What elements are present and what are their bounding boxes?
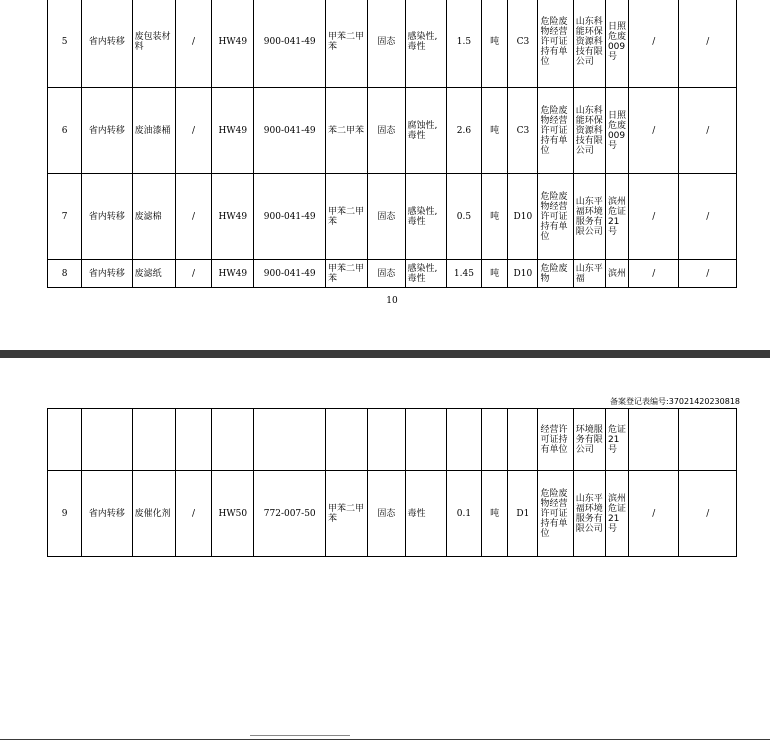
waste-transfer-table-continued [47,408,737,557]
cell-transfer: 省内转移 [82,260,132,288]
cell-c4 [175,409,211,471]
cell-c4: / [175,0,211,88]
cell-license_no: 日照危废009号 [605,88,628,174]
cell-sub: 900-041-49 [254,88,326,174]
page-number: 10 [386,296,398,306]
cell-license_no: 日照危废009号 [605,0,628,88]
cell-c4: / [175,88,211,174]
cell-c17: / [679,0,737,88]
cell-license_no: 滨州危证21号 [605,471,628,557]
cell-component: 甲苯二甲苯 [325,0,367,88]
cell-name [132,409,175,471]
cell-method: D10 [508,260,538,288]
cell-component: 甲苯二甲苯 [325,174,367,260]
cell-unit_name: 山东科能环保资源科技有限公司 [573,88,605,174]
cell-unit_name: 山东平福环境服务有限公司 [573,471,605,557]
cell-hazard: 感染性,毒性 [405,260,446,288]
cell-method [508,409,538,471]
cell-qty: 2.6 [446,88,481,174]
cell-code [212,409,254,471]
cell-component: 甲苯二甲苯 [325,260,367,288]
cell-no: 9 [48,471,82,557]
cell-component: 甲苯二甲苯 [325,471,367,557]
cell-transfer: 省内转移 [82,0,132,88]
cell-c16 [629,409,679,471]
cell-sub: 900-041-49 [254,0,326,88]
cell-c16: / [629,471,679,557]
cell-name: 废油漆桶 [132,88,175,174]
cell-license_type: 危险废物经营许可证持有单位 [538,88,573,174]
table-row-continued [48,409,737,471]
cell-hazard: 感染性,毒性 [405,0,446,88]
cell-qty: 1.45 [446,260,481,288]
cell-method: D1 [508,471,538,557]
cell-license_type: 危险废物经营许可证持有单位 [538,471,573,557]
cell-code: HW49 [212,260,254,288]
page-divider [250,735,350,740]
table-row [48,0,737,88]
cell-c4: / [175,260,211,288]
cell-hazard: 腐蚀性,毒性 [405,88,446,174]
cell-no [48,409,82,471]
table-row [48,471,737,557]
cell-c17 [679,409,737,471]
cell-license_type: 危险废物经营许可证持有单位 [538,174,573,260]
cell-c17: / [679,471,737,557]
cell-no: 8 [48,260,82,288]
cell-c17: / [679,174,737,260]
document-page-2 [14,358,770,739]
cell-transfer: 省内转移 [82,471,132,557]
cell-code: HW49 [212,0,254,88]
cell-form: 固态 [368,471,405,557]
cell-unit_name: 环境服务有限公司 [573,409,605,471]
cell-name: 废滤棉 [132,174,175,260]
cell-form: 固态 [368,88,405,174]
cell-no: 6 [48,88,82,174]
cell-transfer: 省内转移 [82,174,132,260]
cell-c16: / [629,0,679,88]
cell-no: 7 [48,174,82,260]
cell-code: HW49 [212,174,254,260]
cell-license_type: 危险废物 [538,260,573,288]
cell-form: 固态 [368,260,405,288]
cell-component: 苯二甲苯 [325,88,367,174]
cell-qty: 0.5 [446,174,481,260]
cell-license_type: 危险废物经营许可证持有单位 [538,0,573,88]
cell-method: C3 [508,0,538,88]
cell-sub [254,409,326,471]
cell-c17: / [679,260,737,288]
cell-name: 废滤纸 [132,260,175,288]
cell-form [368,409,405,471]
cell-c17: / [679,88,737,174]
cell-license_type: 经营许可证持有单位 [538,409,573,471]
cell-c16: / [629,174,679,260]
cell-name: 废催化剂 [132,471,175,557]
table-row [48,88,737,174]
cell-no: 5 [48,0,82,88]
cell-transfer [82,409,132,471]
cell-c16: / [629,88,679,174]
cell-unit: 吨 [482,0,508,88]
cell-form: 固态 [368,0,405,88]
cell-unit: 吨 [482,174,508,260]
cell-c16: / [629,260,679,288]
waste-transfer-table [47,0,737,288]
cell-code: HW49 [212,88,254,174]
document-page-1 [14,0,770,350]
cell-unit: 吨 [482,88,508,174]
cell-code: HW50 [212,471,254,557]
cell-sub: 900-041-49 [254,174,326,260]
cell-license_no: 滨州危证21号 [605,174,628,260]
cell-hazard [405,409,446,471]
cell-method: C3 [508,88,538,174]
cell-sub: 900-041-49 [254,260,326,288]
cell-qty [446,409,481,471]
cell-qty: 0.1 [446,471,481,557]
table-row [48,174,737,260]
cell-unit: 吨 [482,260,508,288]
cell-sub: 772-007-50 [254,471,326,557]
cell-hazard: 毒性 [405,471,446,557]
cell-component [325,409,367,471]
cell-c4: / [175,174,211,260]
cell-c4: / [175,471,211,557]
cell-unit_name: 山东平福环境服务有限公司 [573,174,605,260]
cell-transfer: 省内转移 [82,88,132,174]
cell-unit_name: 山东科能环保资源科技有限公司 [573,0,605,88]
cell-name: 废包装材料 [132,0,175,88]
cell-license_no: 危证21号 [605,409,628,471]
cell-license_no: 滨州 [605,260,628,288]
cell-unit_name: 山东平福 [573,260,605,288]
table-row [48,260,737,288]
cell-unit [482,409,508,471]
cell-hazard: 感染性,毒性 [405,174,446,260]
cell-unit: 吨 [482,471,508,557]
cell-qty: 1.5 [446,0,481,88]
cell-form: 固态 [368,174,405,260]
register-number: 备案登记表编号:37021420230818 [610,397,740,406]
cell-method: D10 [508,174,538,260]
